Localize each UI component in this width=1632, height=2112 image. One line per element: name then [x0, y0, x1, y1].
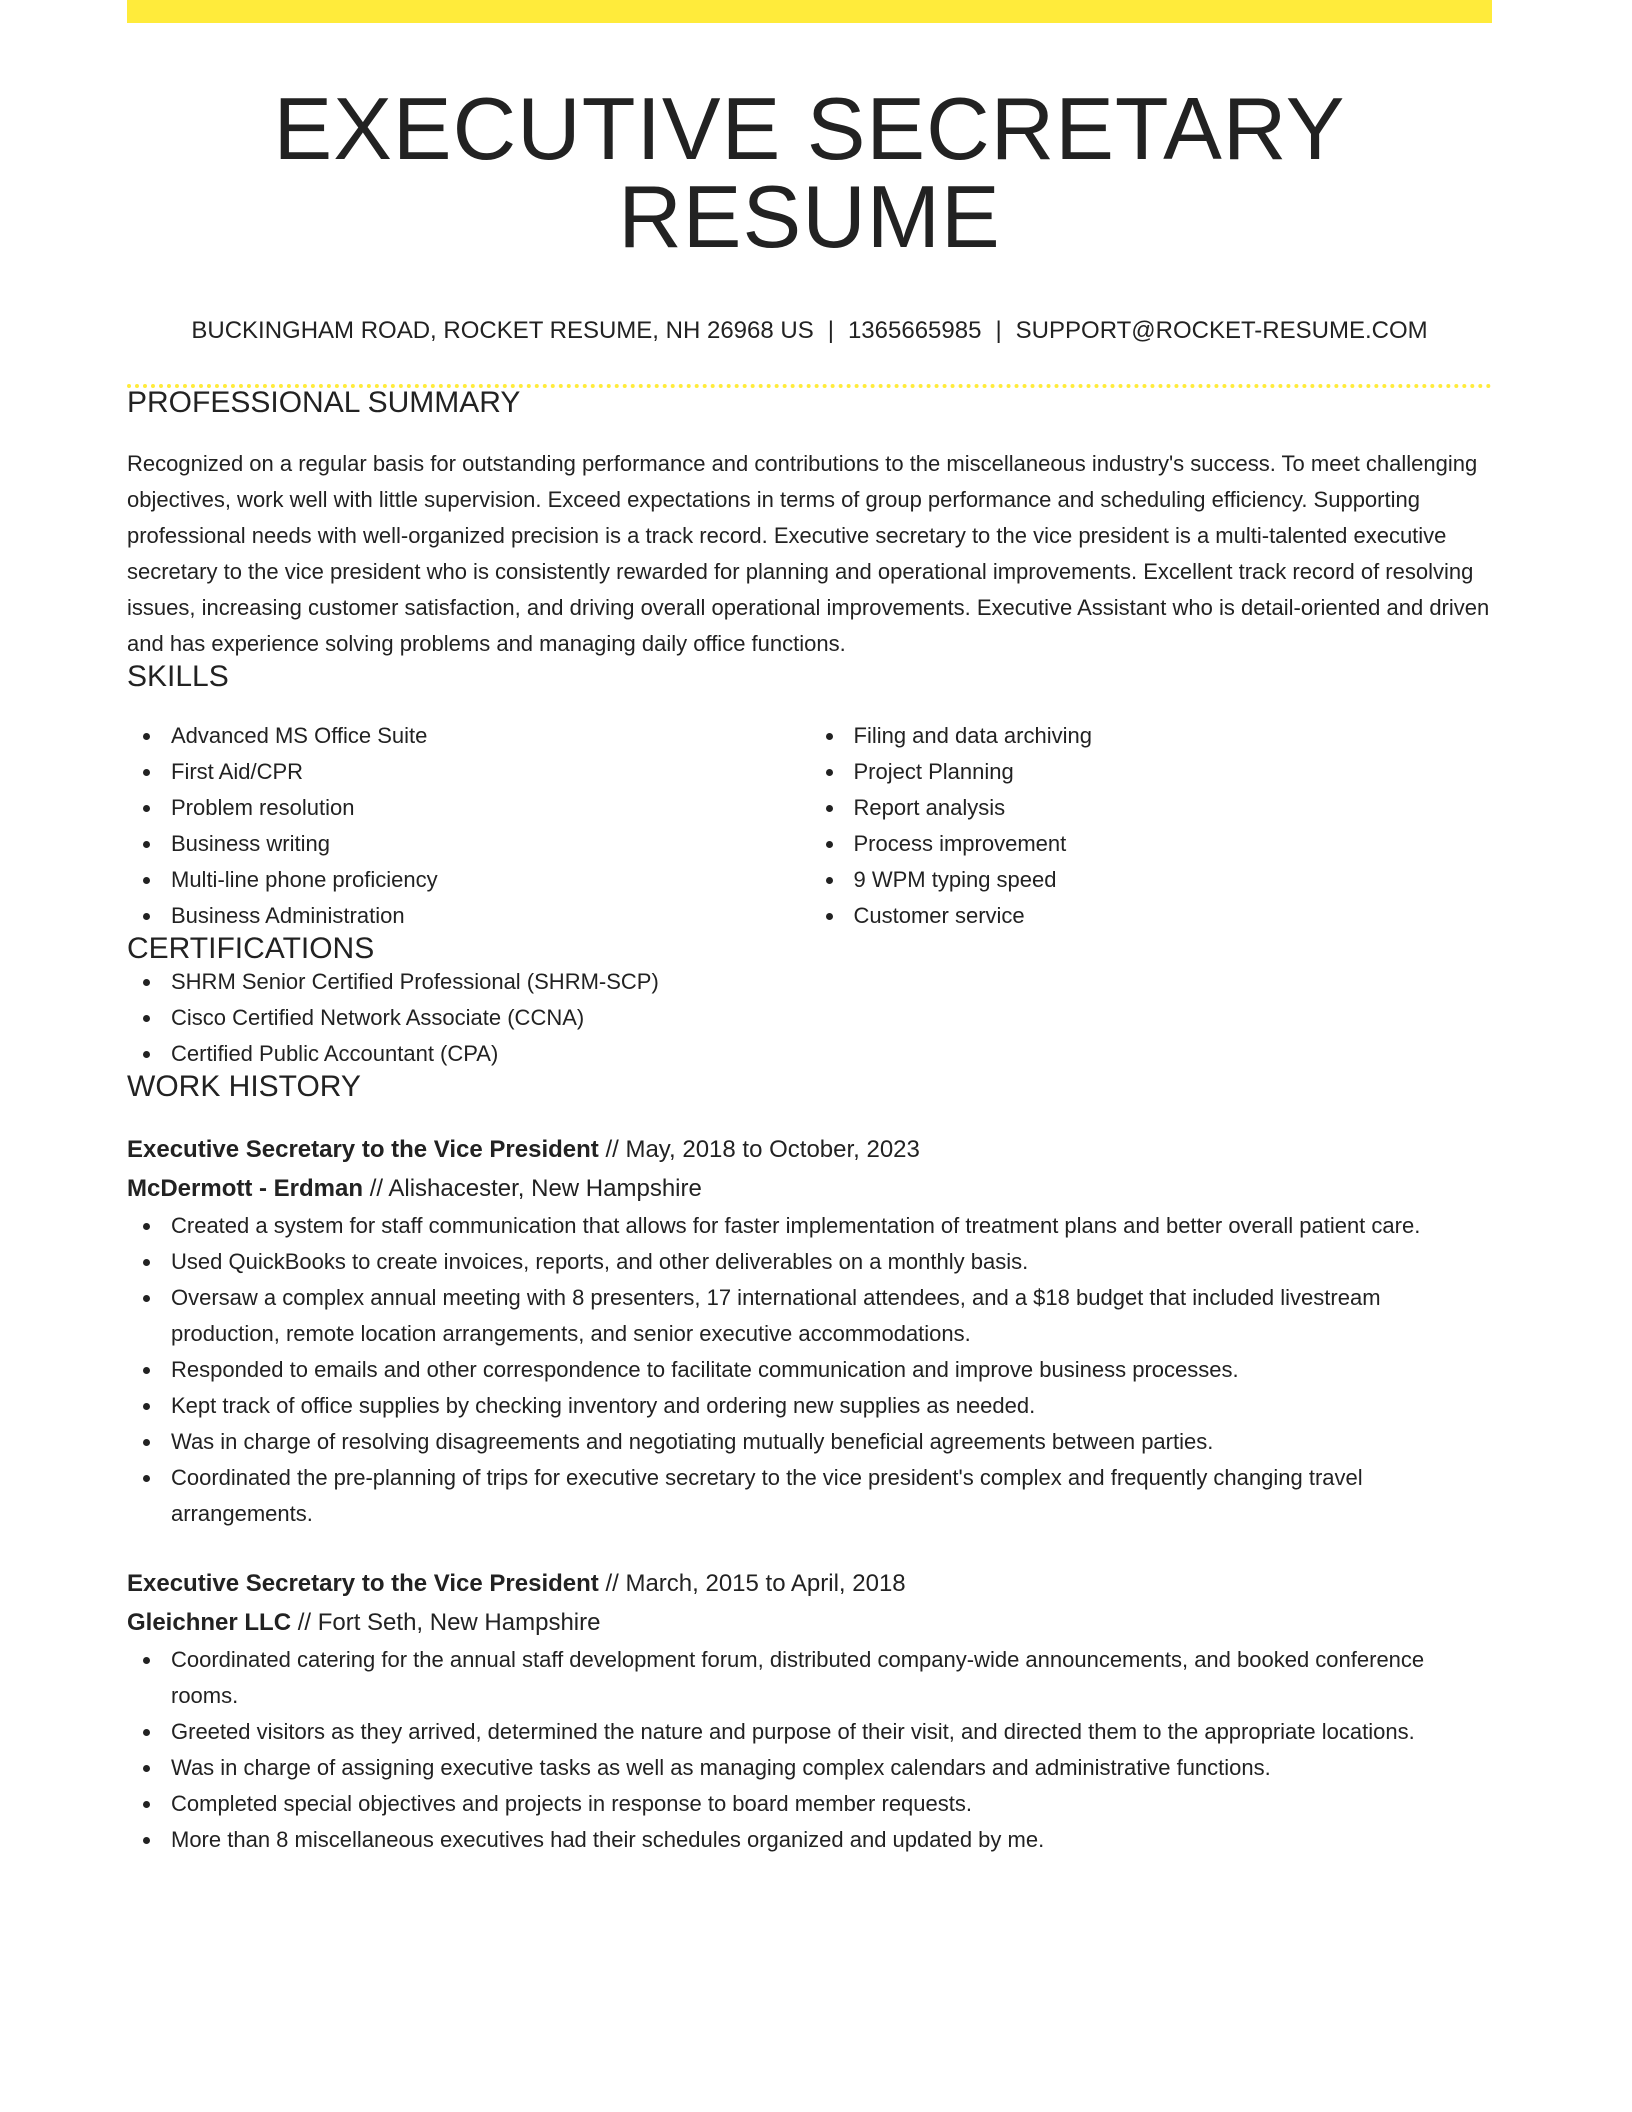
job-title-line [127, 1130, 1492, 1169]
job-bullet: Coordinated catering for the annual staff development forum, distributed company-wide announcements, and booked conference rooms. [127, 1642, 1492, 1714]
job-company: McDermott - Erdman [127, 1175, 364, 1202]
job-bullets [127, 1208, 1492, 1532]
skills-list-left [127, 718, 810, 934]
skill-item: Project Planning [810, 754, 1493, 790]
job-bullet: Responded to emails and other correspondence to facilitate communication and improve business processes. [127, 1352, 1492, 1388]
job-dates: // May, 2018 to October, 2023 [598, 1136, 920, 1163]
skills-list-right [810, 718, 1493, 934]
job-bullet: Created a system for staff communication that allows for faster implementation of treatment plans and better overall patient care. [127, 1208, 1492, 1244]
job-bullet: Completed special objectives and projects in response to board member requests. [127, 1786, 1492, 1822]
job-company: Gleichner LLC [127, 1609, 292, 1636]
skill-item: Advanced MS Office Suite [127, 718, 810, 754]
skill-item: Business Administration [127, 898, 810, 934]
certification-item: Certified Public Accountant (CPA) [127, 1036, 1492, 1072]
job-title: Executive Secretary to the Vice President [127, 1136, 599, 1163]
work-history-heading: WORK HISTORY [127, 1070, 361, 1103]
job-bullet: Used QuickBooks to create invoices, reports, and other deliverables on a monthly basis. [127, 1244, 1492, 1280]
skill-item: First Aid/CPR [127, 754, 810, 790]
contact-email: SUPPORT@ROCKET-RESUME.COM [1015, 317, 1428, 344]
job-bullet: Greeted visitors as they arrived, determined the nature and purpose of their visit, and directed them to the appropriate locations. [127, 1714, 1492, 1750]
contact-separator: | [995, 317, 1002, 344]
certification-item: Cisco Certified Network Associate (CCNA) [127, 1000, 1492, 1036]
page-title: EXECUTIVE SECRETARY RESUME [273, 79, 1346, 266]
job-bullets [127, 1642, 1492, 1858]
skills-column-right [810, 718, 1493, 934]
skill-item: Process improvement [810, 826, 1493, 862]
certification-item: SHRM Senior Certified Professional (SHRM-SCP) [127, 964, 1492, 1000]
job-company-line [127, 1169, 1492, 1208]
job-company-line [127, 1603, 1492, 1642]
job-bullet: Coordinated the pre-planning of trips for executive secretary to the vice president's complex and frequently changing travel arrangements. [127, 1460, 1492, 1532]
skill-item: Report analysis [810, 790, 1493, 826]
job-title-line [127, 1564, 1492, 1603]
job-bullet: Kept track of office supplies by checking inventory and ordering new supplies as needed. [127, 1388, 1492, 1424]
summary-heading: PROFESSIONAL SUMMARY [127, 386, 521, 419]
skills-column-left [127, 718, 810, 934]
resume-content [127, 0, 1492, 1858]
top-accent-bar [127, 0, 1492, 23]
skills-grid [127, 718, 1492, 934]
contact-address: BUCKINGHAM ROAD, ROCKET RESUME, NH 26968 US [191, 317, 814, 344]
job-bullet: Oversaw a complex annual meeting with 8 presenters, 17 international attendees, and a $18 budget that included livestream production, remote location arrangements, and senior executive accommodations. [127, 1280, 1492, 1352]
job-dates: // March, 2015 to April, 2018 [598, 1570, 906, 1597]
job-bullet: Was in charge of assigning executive tasks as well as managing complex calendars and administrative functions. [127, 1750, 1492, 1786]
skill-item: Problem resolution [127, 790, 810, 826]
skill-item: Customer service [810, 898, 1493, 934]
certifications-list [127, 964, 1492, 1072]
job-location: // Alishacester, New Hampshire [363, 1175, 702, 1202]
job-entry [127, 1130, 1492, 1532]
job-title: Executive Secretary to the Vice President [127, 1570, 599, 1597]
contact-phone: 1365665985 [847, 317, 982, 344]
job-location: // Fort Seth, New Hampshire [291, 1609, 601, 1636]
skill-item: 9 WPM typing speed [810, 862, 1493, 898]
skill-item: Multi-line phone proficiency [127, 862, 810, 898]
summary-text: Recognized on a regular basis for outstanding performance and contributions to the miscellaneous industry's success. To meet challenging objectives, work well with little supervision. Exceed expectations in terms of group performance and scheduling efficiency. Supporting professional needs with well-organized precision is a track record. Executive secretary to the vice president is a multi-talented executive secretary to the vice president who is consistently rewarded for planning and operational improvements. Excellent track record of resolving issues, increasing customer satisfaction, and driving overall operational improvements. Executive Assistant who is detail-oriented and driven and has experience solving problems and managing daily office functions. [127, 451, 1490, 656]
job-bullet: More than 8 miscellaneous executives had their schedules organized and updated by me. [127, 1822, 1492, 1858]
skill-item: Filing and data archiving [810, 718, 1493, 754]
certifications-heading: CERTIFICATIONS [127, 932, 375, 965]
job-entry [127, 1564, 1492, 1858]
skills-heading: SKILLS [127, 660, 229, 693]
contact-line [127, 319, 1492, 343]
contact-separator: | [827, 317, 834, 344]
job-bullet: Was in charge of resolving disagreements and negotiating mutually beneficial agreements between parties. [127, 1424, 1492, 1460]
skill-item: Business writing [127, 826, 810, 862]
